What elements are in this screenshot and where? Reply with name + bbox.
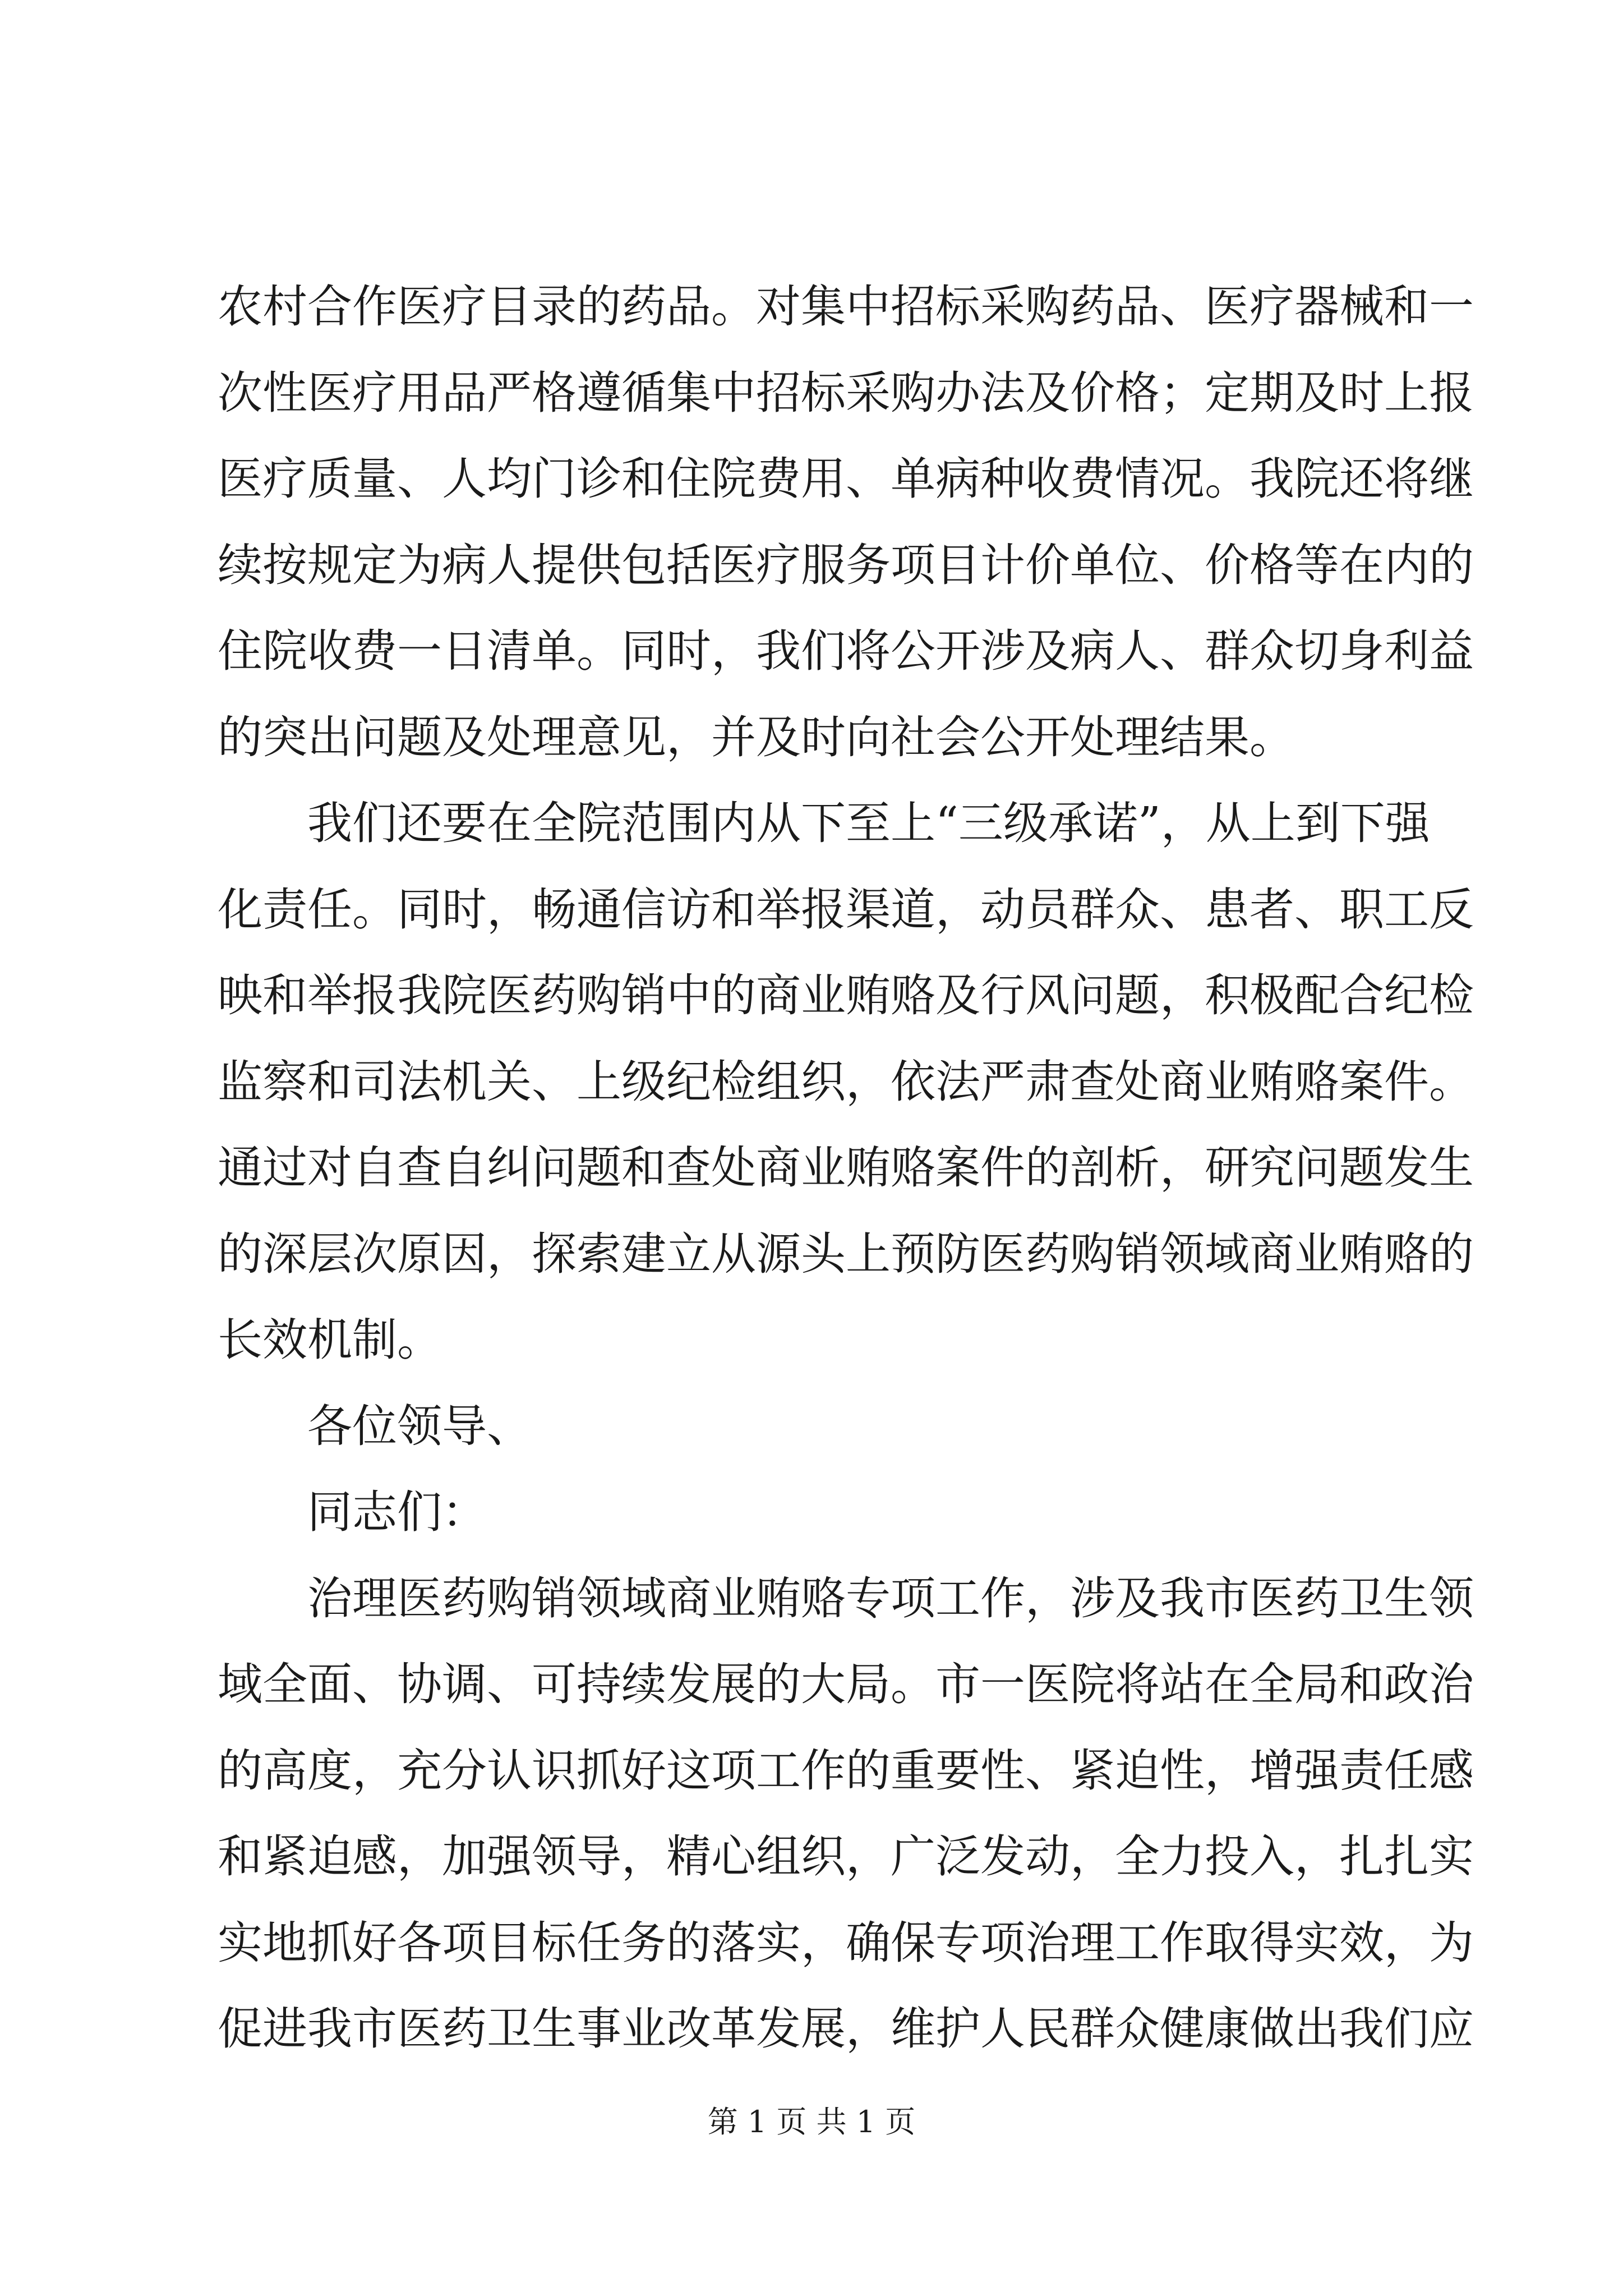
text-line: 促进我市医药卫生事业改革发展，维护人民群众健康做出我们应 <box>218 2003 1474 2055</box>
text-line: 的突出问题及处理意见，并及时向社会公开处理结果。 <box>218 711 1294 763</box>
page-number: 第 1 页 共 1 页 <box>707 2104 916 2139</box>
text-line: 通过对自查自纠问题和查处商业贿赂案件的剖析，研究问题发生 <box>218 1142 1474 1194</box>
text-line: 的高度，充分认识抓好这项工作的重要性、紧迫性，增强责任感 <box>218 1744 1474 1797</box>
text-line: 化责任。同时，畅通信访和举报渠道，动员群众、患者、职工反 <box>218 883 1474 936</box>
text-line: 映和举报我院医药购销中的商业贿赂及行风问题，积极配合纪检 <box>218 969 1474 1022</box>
text-line: 的深层次原因，探索建立从源头上预防医药购销领域商业贿赂的 <box>218 1227 1474 1280</box>
text-line: 住院收费一日清单。同时，我们将公开涉及病人、群众切身利益 <box>218 625 1474 677</box>
document-body <box>218 264 1474 2072</box>
page-footer <box>0 2098 1623 2141</box>
text-line: 长效机制。 <box>218 1314 442 1366</box>
text-line: 续按规定为病人提供包括医疗服务项目计价单位、价格等在内的 <box>218 539 1474 591</box>
text-line: 和紧迫感，加强领导，精心组织，广泛发动，全力投入，扎扎实 <box>218 1830 1474 1883</box>
text-line: 实地抓好各项目标任务的落实，确保专项治理工作取得实效，为 <box>218 1916 1474 1969</box>
text-line: 医疗质量、人均门诊和住院费用、单病种收费情况。我院还将继 <box>218 453 1474 505</box>
paragraph-start-line: 治理医药购销领域商业贿赂专项工作，涉及我市医药卫生领 <box>307 1572 1474 1625</box>
salutation-line: 同志们： <box>307 1486 487 1538</box>
paragraph-start-line: 我们还要在全院范围内从下至上“三级承诺”，从上到下强 <box>307 797 1430 849</box>
salutation-line: 各位领导、 <box>307 1400 532 1452</box>
text-line: 域全面、协调、可持续发展的大局。市一医院将站在全局和政治 <box>218 1658 1474 1710</box>
text-line: 次性医疗用品严格遵循集中招标采购办法及价格；定期及时上报 <box>218 366 1474 419</box>
text-line: 监察和司法机关、上级纪检组织，依法严肃查处商业贿赂案件。 <box>218 1055 1474 1108</box>
text-line: 农村合作医疗目录的药品。对集中招标采购药品、医疗器械和一 <box>218 280 1474 333</box>
